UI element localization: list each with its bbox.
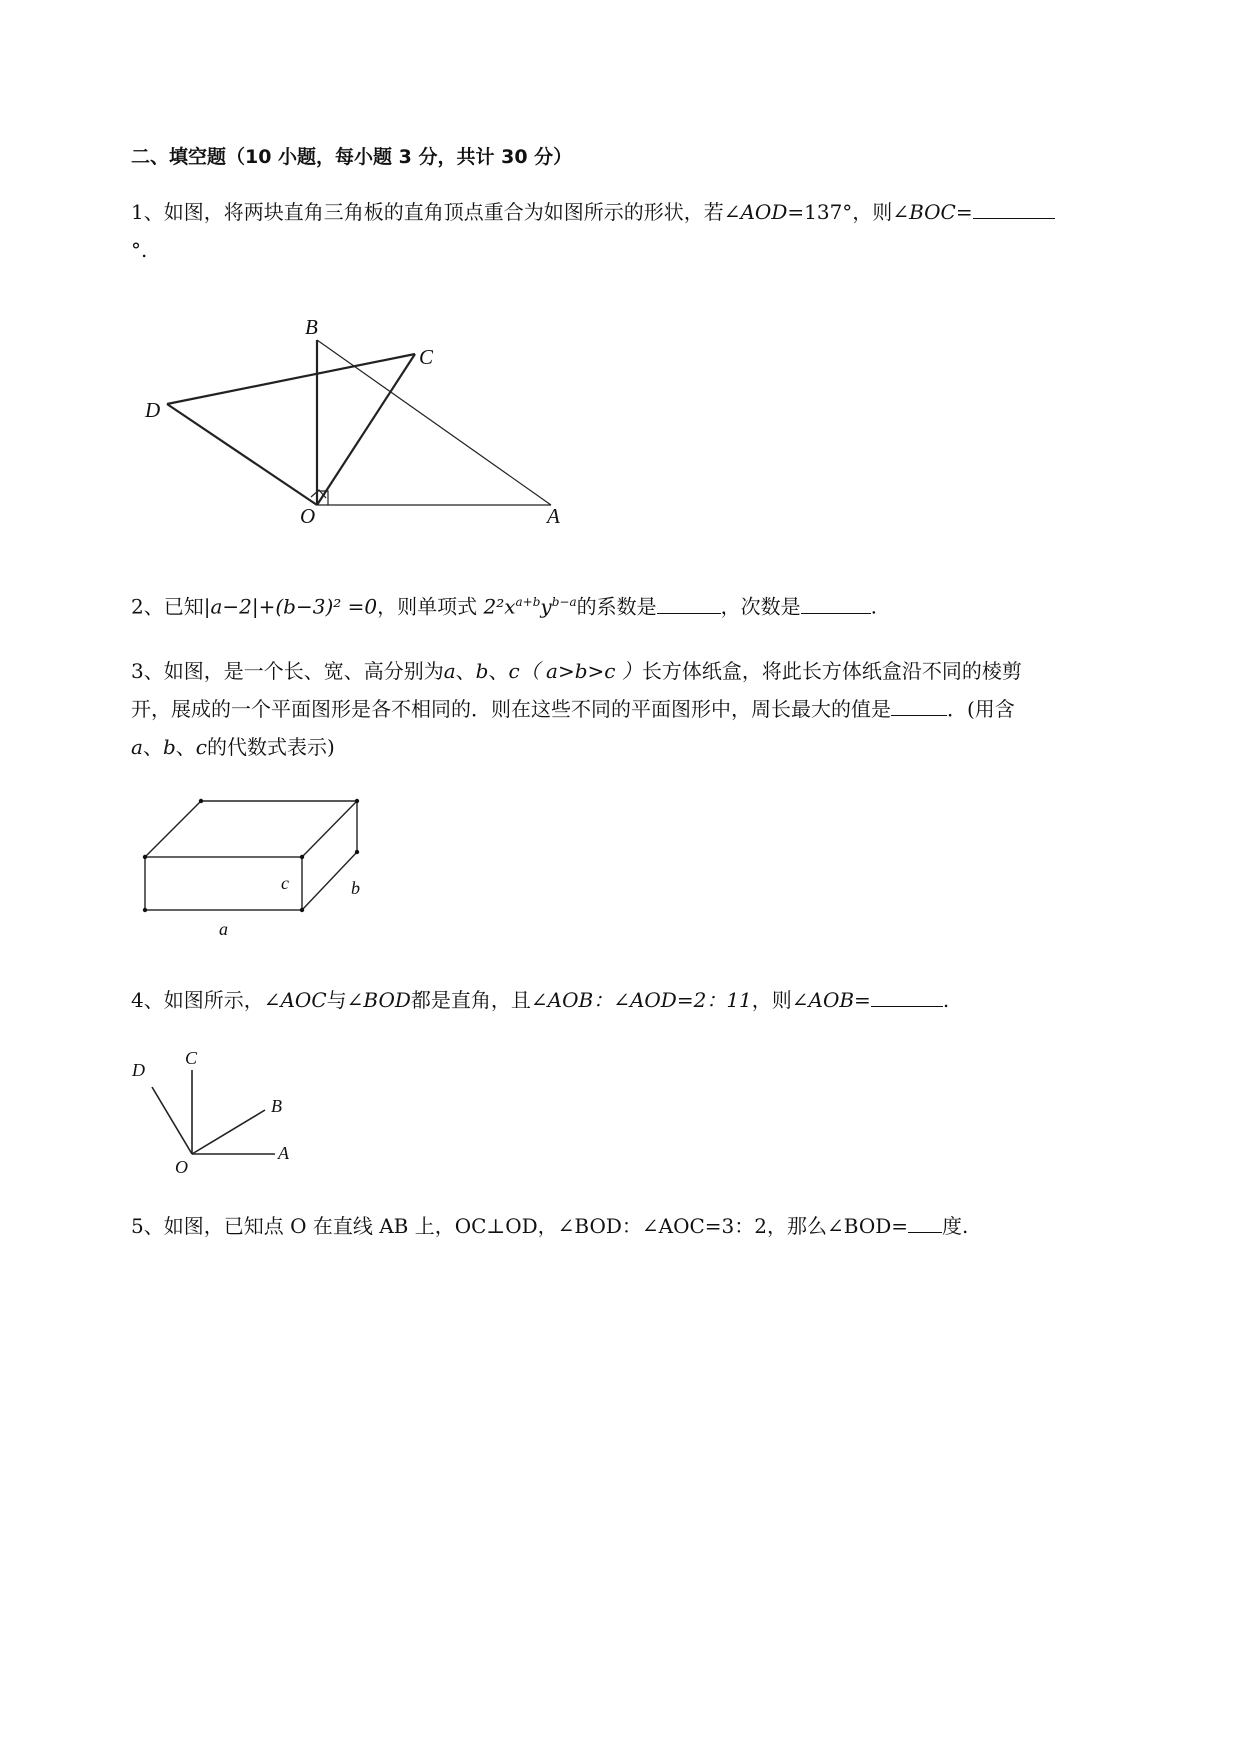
q3-answer-blank[interactable]	[891, 695, 947, 716]
q4-mid: 都是直角，且	[410, 988, 531, 1012]
figure-3-box	[135, 790, 385, 950]
fig1-label-c: C	[419, 345, 434, 369]
q2-mid: ，则单项式	[377, 594, 478, 619]
question-5	[131, 1212, 968, 1240]
fig1-line-do	[167, 404, 317, 505]
q4-angle-aoc: ∠AOC	[263, 988, 327, 1012]
q3-line3-sep-2: 、	[175, 735, 196, 759]
fig3-edge-top-right	[302, 801, 357, 857]
q4-then: ，则	[751, 988, 792, 1012]
fig1-label-o: O	[300, 504, 316, 528]
q4-with: 与	[326, 988, 347, 1012]
q2-y: y	[540, 594, 552, 619]
q3-var-b: b	[475, 659, 489, 683]
q1-angle-aod: ∠AOD	[723, 200, 788, 224]
q2-degree-blank[interactable]	[801, 593, 871, 614]
q3-line2: 开，展成的一个平面图形是各不相同的．则在这些不同的平面图形中，周长最大的值是	[131, 697, 891, 721]
q1-prefix: 1、如图，将两块直角三角板的直角顶点重合为如图所示的形状，若	[131, 200, 724, 224]
fig4-ray-ob	[192, 1110, 265, 1154]
q5-tail: 度.	[942, 1214, 969, 1238]
fig1-line-co	[317, 354, 415, 505]
fig1-line-dc	[167, 354, 415, 404]
q3-sep-2: 、	[488, 659, 509, 683]
fig3-label-b: b	[351, 878, 360, 898]
question-2	[131, 588, 877, 621]
q4-ratio: ∠AOB：∠AOD=2：11	[530, 988, 752, 1012]
fig3-label-c: c	[281, 873, 289, 893]
q3-line3-sep-1: 、	[142, 735, 163, 759]
q4-angle-aob: ∠AOB=	[791, 988, 871, 1012]
q1-eq2: =	[955, 200, 973, 224]
fig1-label-a: A	[547, 504, 560, 528]
question-3-line-2	[131, 695, 1015, 723]
q2-tail: .	[870, 594, 877, 619]
q3-line1-b: 长方体纸盒，将此长方体纸盒沿不同的棱剪	[641, 659, 1022, 683]
q1-tail: °.	[131, 238, 148, 262]
q4-tail: .	[942, 988, 950, 1012]
q2-text-degree: ，次数是	[720, 594, 801, 619]
q3-line3-c: c	[195, 735, 207, 759]
fig4-label-o: O	[175, 1157, 188, 1177]
q2-prefix: 2、已知	[131, 594, 204, 619]
figure-1-triangles	[135, 310, 575, 535]
figure-4-rays	[125, 1042, 305, 1177]
fig4-label-a: A	[278, 1143, 289, 1163]
q2-coefficient-blank[interactable]	[657, 593, 721, 614]
q3-line3-a: a	[131, 735, 143, 759]
q3-line1-a: 3、如图，是一个长、宽、高分别为	[131, 659, 444, 683]
q5-answer-blank[interactable]	[908, 1212, 942, 1233]
q3-line3-b: b	[162, 735, 176, 759]
fig4-label-b: B	[271, 1096, 282, 1116]
fig3-edge-bottom-right	[302, 852, 357, 910]
fig4-ray-od	[152, 1087, 192, 1154]
q3-condition: （ a>b>c ）	[519, 659, 642, 683]
q2-condition: |a−2|+(b−3)² =0	[203, 594, 378, 619]
q3-var-c: c	[508, 659, 520, 683]
q1-answer-blank[interactable]	[973, 198, 1055, 219]
fig3-label-a: a	[219, 919, 228, 939]
q1-mid: ，则	[852, 200, 893, 224]
q3-var-a: a	[443, 659, 456, 683]
q1-angle-boc: ∠BOC	[892, 200, 956, 224]
q5-text: 5、如图，已知点 O 在直线 AB 上，OC⊥OD，∠BOD：∠AOC=3：2，那么∠BOD=	[131, 1214, 909, 1238]
fig1-line-ba	[317, 340, 551, 505]
question-3-line-3	[131, 733, 335, 761]
q3-sep-1: 、	[455, 659, 476, 683]
q3-line3-tail: 的代数式表示)	[206, 735, 335, 759]
section-title: 二、填空题（10 小题，每小题 3 分，共计 30 分）	[131, 146, 573, 168]
q3-line2-tail: ．(用含	[947, 697, 1015, 721]
question-1-line-1	[131, 198, 1055, 226]
q2-text-coefficient: 的系数是	[576, 594, 657, 619]
q4-prefix: 4、如图所示，	[131, 988, 264, 1012]
q2-exp-x: a+b	[515, 595, 541, 609]
fig4-label-c: C	[185, 1048, 198, 1068]
q1-eq1: =137°	[787, 200, 853, 224]
fig1-label-d: D	[145, 398, 161, 422]
q2-exp-y: b−a	[551, 595, 577, 609]
q4-answer-blank[interactable]	[871, 986, 943, 1007]
fig4-label-d: D	[132, 1060, 145, 1080]
question-4	[131, 986, 949, 1014]
fig1-label-b: B	[305, 315, 318, 339]
q2-monomial: 2²x	[483, 594, 516, 619]
fig3-edge-top-left	[145, 801, 201, 857]
question-3-line-1	[131, 657, 1022, 685]
fig3-front-face	[145, 857, 302, 910]
q4-angle-bod: ∠BOD	[346, 988, 411, 1012]
